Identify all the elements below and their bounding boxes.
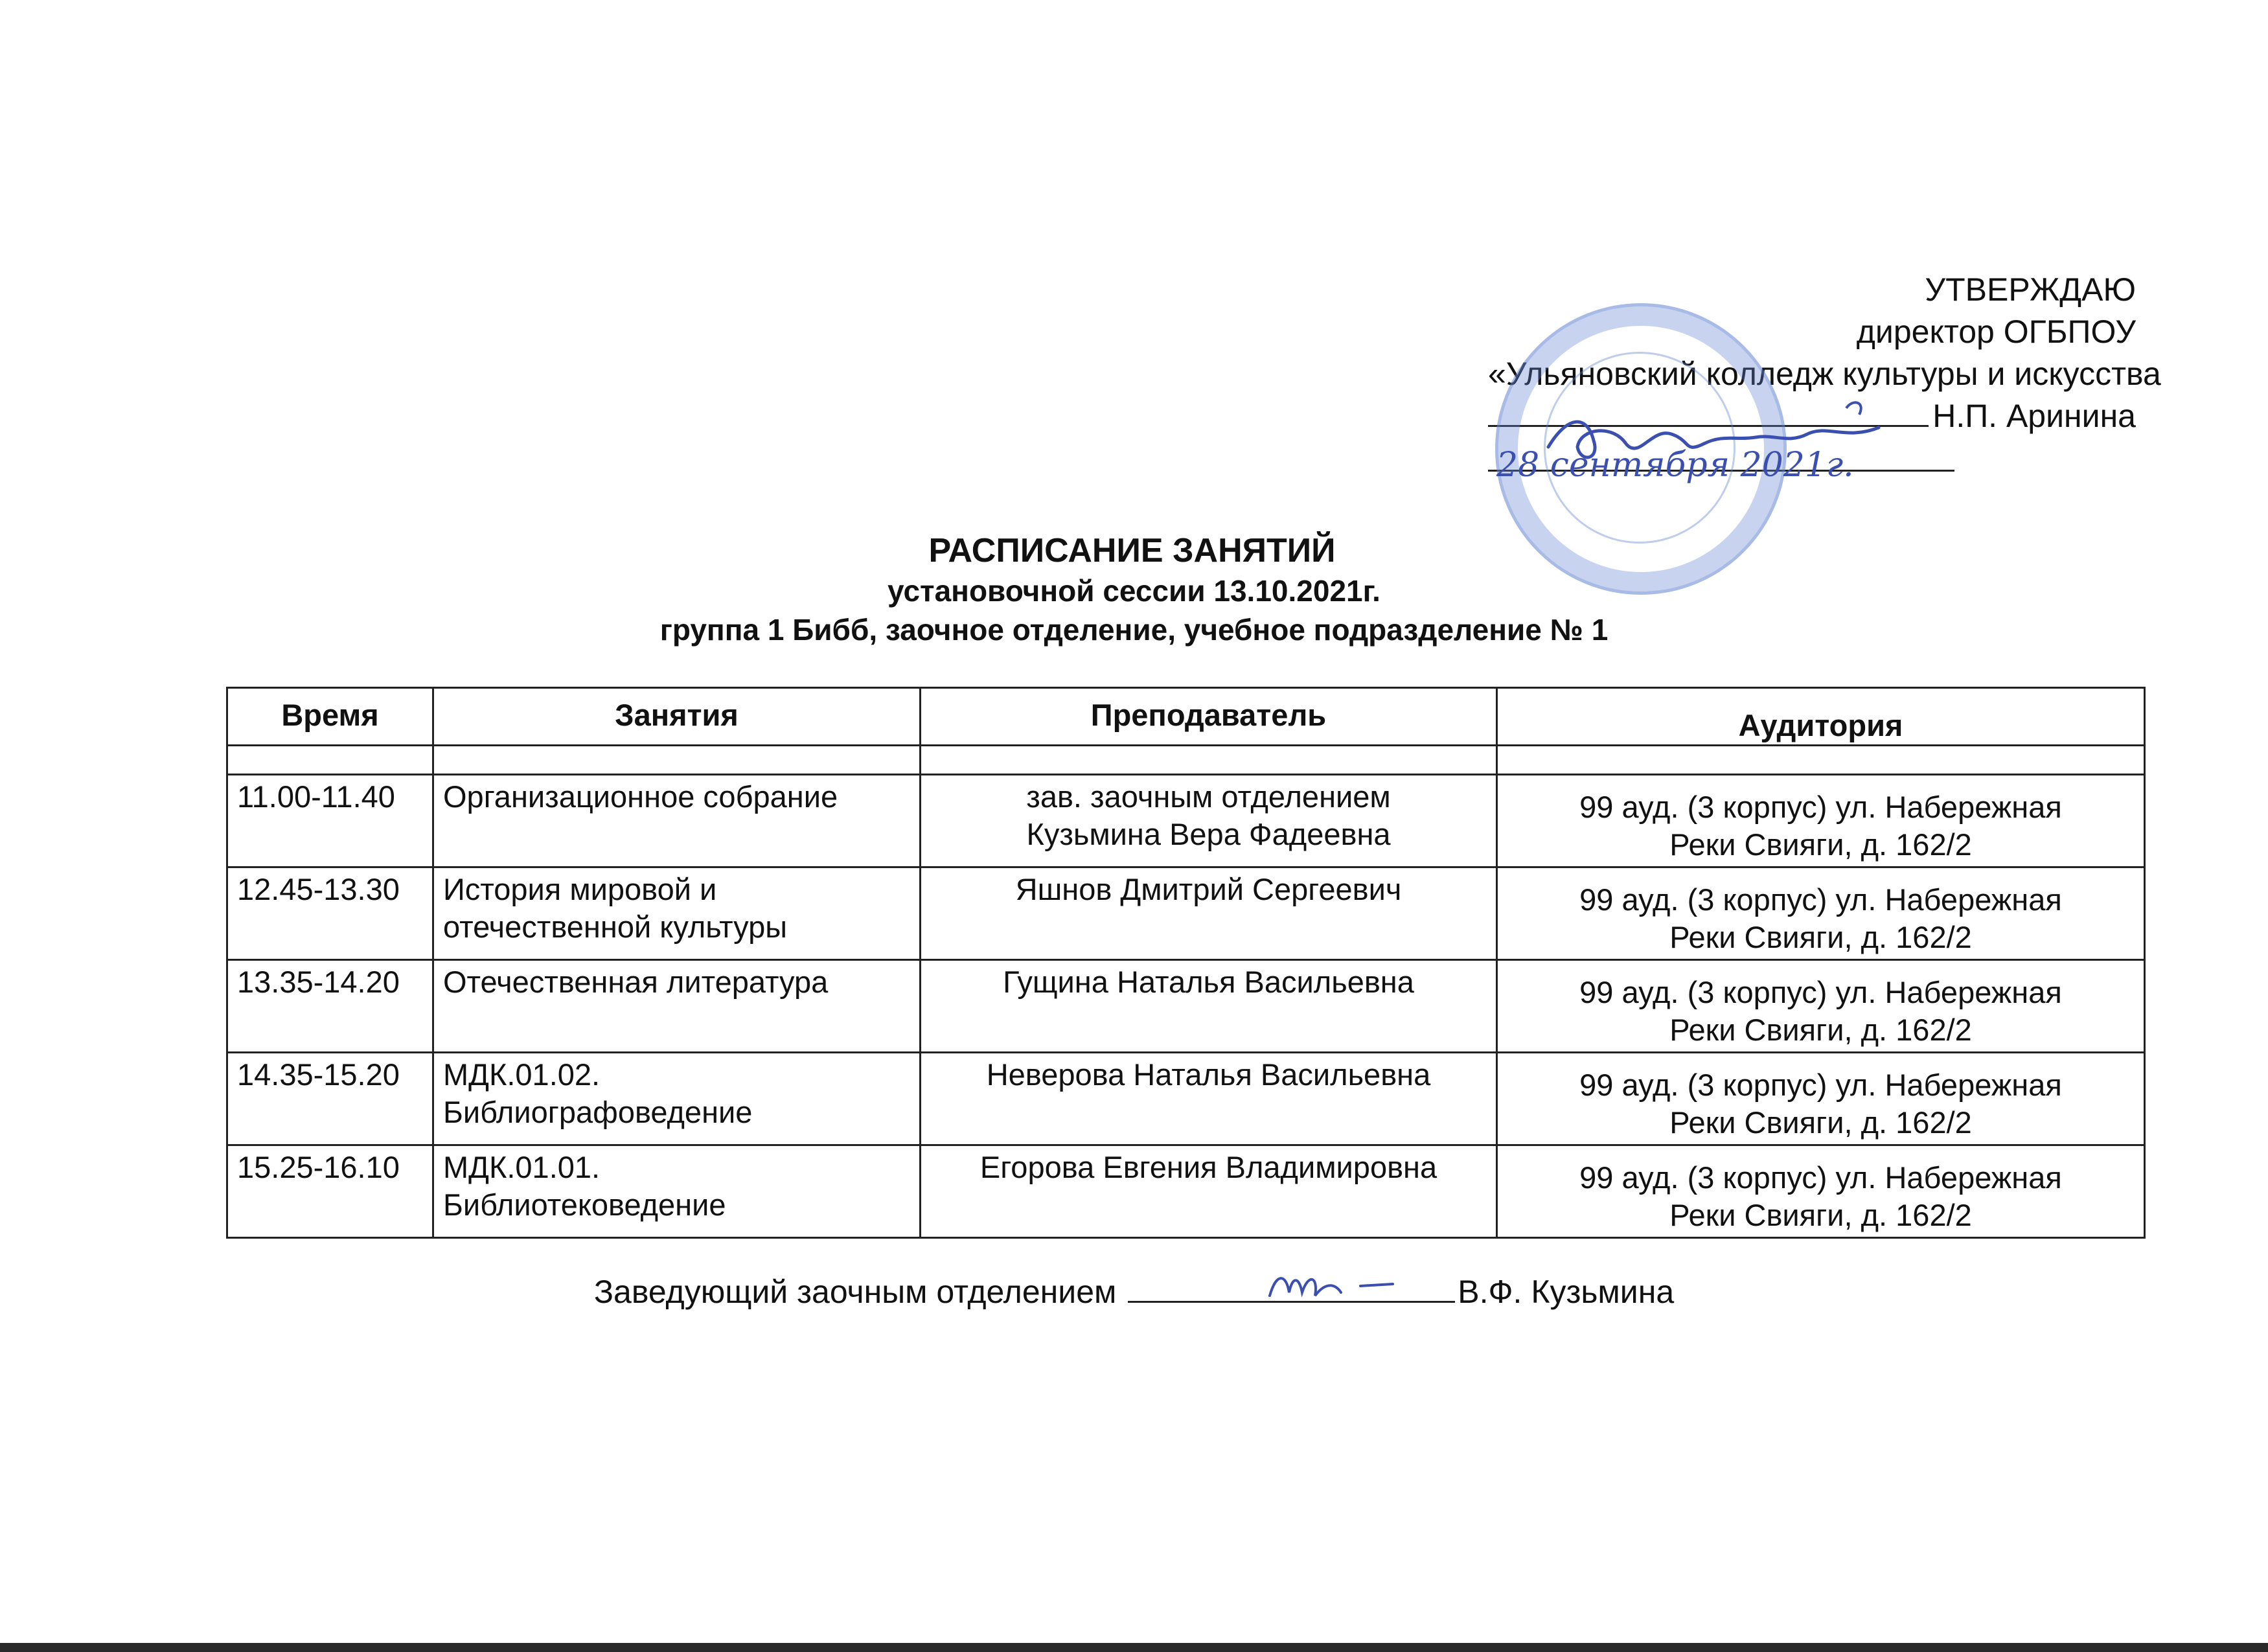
table-row-empty bbox=[227, 746, 2145, 775]
subject-line: МДК.01.02. bbox=[443, 1057, 601, 1092]
cell-time: 15.25-16.10 bbox=[227, 1145, 433, 1238]
cell-time: 14.35-15.20 bbox=[227, 1053, 433, 1145]
room-line: Реки Свияги, д. 162/2 bbox=[1669, 920, 1972, 954]
room-line: 99 ауд. (3 корпус) ул. Набережная bbox=[1579, 1068, 2062, 1102]
title-line-2: установочной сессии 13.10.2021г. bbox=[888, 574, 1380, 608]
subject-line: История мировой и bbox=[443, 872, 717, 906]
header-time: Время bbox=[227, 688, 433, 746]
approval-position: директор ОГБПОУ bbox=[1856, 314, 2136, 350]
cell-subject bbox=[433, 1053, 921, 1145]
teacher-line: Неверова Наталья Васильевна bbox=[986, 1057, 1431, 1092]
table-row bbox=[227, 1053, 2145, 1145]
table-row bbox=[227, 1145, 2145, 1238]
cell-teacher bbox=[921, 960, 1497, 1053]
cell-subject bbox=[433, 1145, 921, 1238]
room-line: 99 ауд. (3 корпус) ул. Набережная bbox=[1579, 790, 2062, 824]
schedule-table bbox=[226, 687, 2146, 1239]
subject-line: МДК.01.01. bbox=[443, 1150, 601, 1184]
cell-room bbox=[1497, 775, 2145, 867]
teacher-line: Егорова Евгения Владимировна bbox=[979, 1150, 1438, 1184]
room-line: 99 ауд. (3 корпус) ул. Набережная bbox=[1579, 1160, 2062, 1195]
teacher-line: Гущина Наталья Васильевна bbox=[1003, 965, 1414, 999]
room-line: Реки Свияги, д. 162/2 bbox=[1669, 1013, 1972, 1047]
cell-subject bbox=[433, 960, 921, 1053]
header-teacher: Преподаватель bbox=[921, 688, 1497, 746]
subject-line: Отечественная литература bbox=[443, 965, 829, 999]
approval-signer: Н.П. Аринина bbox=[1932, 398, 2136, 434]
subject-line: отечественной культуры bbox=[443, 910, 788, 944]
subject-line: Организационное собрание bbox=[443, 779, 838, 814]
cell-room bbox=[1497, 960, 2145, 1053]
cell-time: 13.35-14.20 bbox=[227, 960, 433, 1053]
table-row bbox=[227, 960, 2145, 1053]
stamp-inner-ring bbox=[1544, 352, 1735, 544]
room-line: Реки Свияги, д. 162/2 bbox=[1669, 1105, 1972, 1140]
room-line: 99 ауд. (3 корпус) ул. Набережная bbox=[1579, 975, 2062, 1009]
room-line: 99 ауд. (3 корпус) ул. Набережная bbox=[1579, 882, 2062, 917]
empty-cell bbox=[1497, 746, 2145, 775]
empty-cell bbox=[433, 746, 921, 775]
cell-room bbox=[1497, 1053, 2145, 1145]
footer-position: Заведующий заочным отделением bbox=[593, 1274, 1117, 1310]
teacher-line: Кузьмина Вера Фадеевна bbox=[1026, 817, 1391, 851]
cell-teacher bbox=[921, 1145, 1497, 1238]
footer-signature-field bbox=[1128, 1274, 1455, 1303]
cell-room bbox=[1497, 867, 2145, 960]
footer-signature bbox=[0, 1273, 2268, 1311]
teacher-line: зав. заочным отделением bbox=[1026, 779, 1391, 814]
cell-time: 12.45-13.30 bbox=[227, 867, 433, 960]
cell-time: 11.00-11.40 bbox=[227, 775, 433, 867]
subject-line: Библиотековедение bbox=[443, 1187, 726, 1222]
scan-bottom-edge bbox=[0, 1643, 2268, 1652]
title-line-1: РАСПИСАНИЕ ЗАНЯТИЙ bbox=[928, 532, 1336, 569]
table-row bbox=[227, 867, 2145, 960]
table-row bbox=[227, 775, 2145, 867]
cell-teacher bbox=[921, 1053, 1497, 1145]
room-line: Реки Свияги, д. 162/2 bbox=[1669, 1198, 1972, 1232]
header-subject: Занятия bbox=[433, 688, 921, 746]
table-header-row bbox=[227, 688, 2145, 746]
approval-heading: УТВЕРЖДАЮ bbox=[1925, 271, 2136, 308]
cell-teacher bbox=[921, 775, 1497, 867]
empty-cell bbox=[921, 746, 1497, 775]
room-line: Реки Свияги, д. 162/2 bbox=[1669, 827, 1972, 862]
cell-subject bbox=[433, 775, 921, 867]
header-room: Аудитория bbox=[1497, 688, 2145, 746]
teacher-line: Яшнов Дмитрий Сергеевич bbox=[1015, 872, 1402, 906]
cell-room bbox=[1497, 1145, 2145, 1238]
approval-organization: «Ульяновский колледж культуры и искусства bbox=[1488, 356, 2161, 392]
approval-date-text: 28 сентября 2021г. bbox=[1496, 446, 1854, 485]
footer-name: В.Ф. Кузьмина bbox=[1458, 1274, 1675, 1310]
document-title bbox=[0, 530, 2268, 649]
cell-subject bbox=[433, 867, 921, 960]
cell-teacher bbox=[921, 867, 1497, 960]
subject-line: Библиографоведение bbox=[443, 1095, 753, 1129]
empty-cell bbox=[227, 746, 433, 775]
title-line-3: группа 1 Бибб, заочное отделение, учебное подразделение № 1 bbox=[659, 613, 1609, 647]
